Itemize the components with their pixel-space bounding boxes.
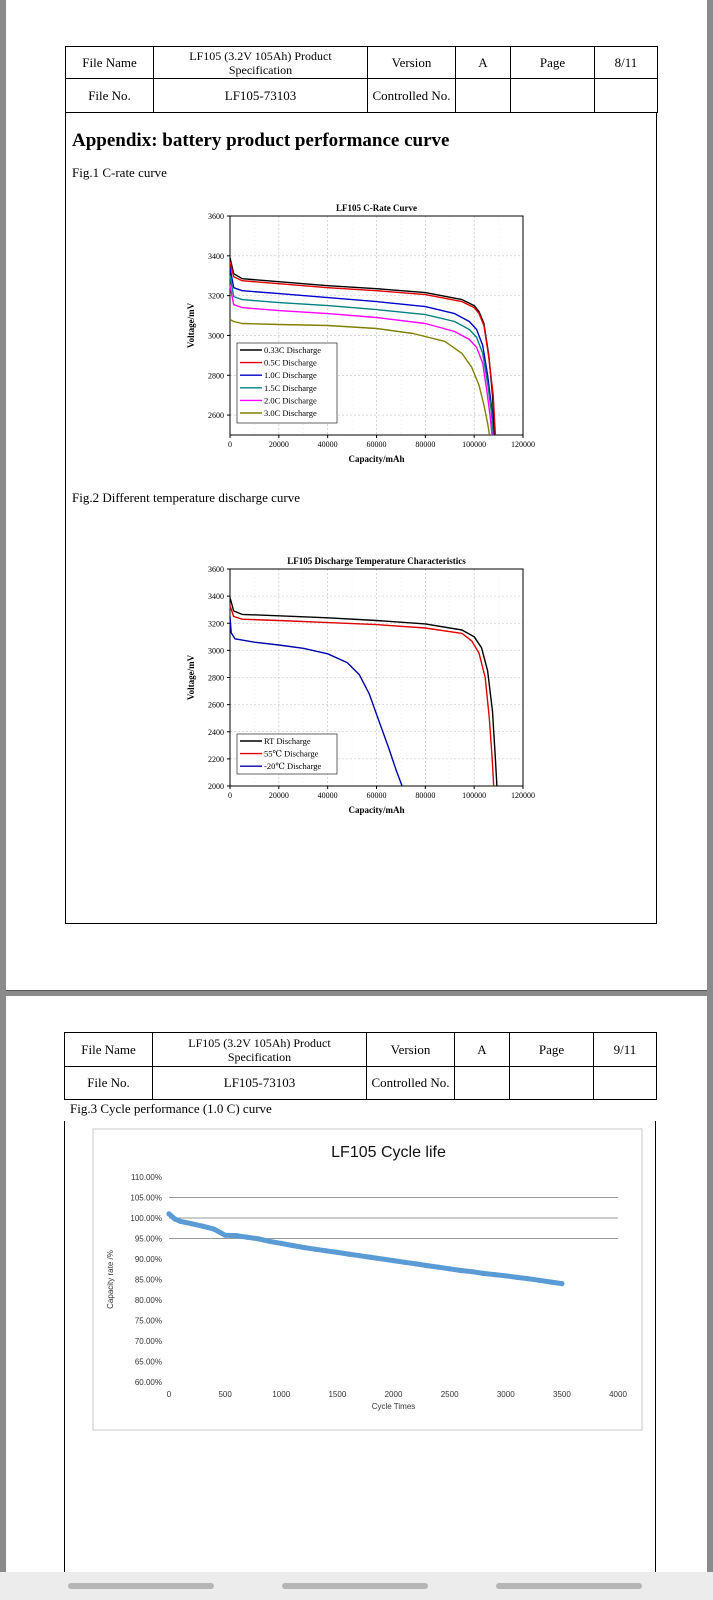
data-point bbox=[256, 1236, 261, 1241]
data-point bbox=[492, 1272, 497, 1277]
fig2-caption: Fig.2 Different temperature discharge curve bbox=[72, 490, 301, 505]
x-tick-label: 80000 bbox=[415, 440, 436, 449]
data-point bbox=[234, 1233, 239, 1238]
data-point bbox=[346, 1252, 351, 1257]
data-point bbox=[245, 1235, 250, 1240]
chart-title: LF105 Discharge Temperature Characteristics bbox=[287, 556, 466, 566]
version-value: A bbox=[455, 1033, 510, 1067]
y-tick-label: 3400 bbox=[208, 251, 224, 261]
chart-title: LF105 Cycle life bbox=[331, 1144, 446, 1161]
y-tick-label: 3200 bbox=[208, 619, 224, 629]
file-no-value: LF105-73103 bbox=[154, 79, 368, 113]
data-point bbox=[279, 1241, 284, 1246]
y-tick-label: 105.00% bbox=[130, 1193, 162, 1203]
data-point bbox=[436, 1265, 441, 1270]
data-point bbox=[357, 1253, 362, 1258]
fig1-caption: Fig.1 C-rate curve bbox=[72, 165, 167, 180]
data-point bbox=[290, 1243, 295, 1248]
legend-label: 0.5C Discharge bbox=[264, 357, 317, 368]
file-name-value: LF105 (3.2V 105Ah) Product Specification bbox=[154, 47, 368, 79]
x-tick-label: 20000 bbox=[268, 440, 289, 449]
legend-label: RT Discharge bbox=[264, 736, 311, 746]
y-tick-label: 2000 bbox=[208, 782, 224, 791]
data-point bbox=[481, 1271, 486, 1276]
y-tick-label: 3600 bbox=[208, 565, 224, 574]
temperature-chart bbox=[6, 0, 707, 990]
file-name-label: File Name bbox=[66, 47, 154, 79]
data-point bbox=[526, 1276, 531, 1281]
version-label: Version bbox=[368, 47, 456, 79]
data-point bbox=[335, 1250, 340, 1255]
data-point bbox=[211, 1227, 216, 1232]
y-tick-label: 65.00% bbox=[134, 1357, 162, 1367]
x-tick-label: 20000 bbox=[268, 791, 289, 800]
document-page-8 bbox=[6, 0, 707, 991]
legend-label: 3.0C Discharge bbox=[264, 408, 317, 418]
scroll-bar-area bbox=[0, 1572, 713, 1600]
controlled-no-label: Controlled No. bbox=[367, 1067, 455, 1100]
y-tick-label: 90.00% bbox=[134, 1255, 162, 1264]
data-point bbox=[503, 1273, 508, 1278]
y-axis-label: Voltage/mV bbox=[186, 654, 196, 701]
x-axis-label: Capacity/mAh bbox=[348, 805, 405, 815]
y-axis-label: Voltage/mV bbox=[186, 302, 196, 349]
data-point bbox=[369, 1255, 374, 1260]
page-label: Page bbox=[510, 1033, 594, 1067]
version-value: A bbox=[456, 47, 511, 79]
data-point bbox=[267, 1239, 272, 1244]
x-tick-label: 40000 bbox=[317, 440, 338, 449]
y-tick-label: 85.00% bbox=[134, 1275, 162, 1285]
x-tick-label: 120000 bbox=[511, 791, 535, 800]
y-tick-label: 2800 bbox=[208, 371, 224, 381]
fig3-caption: Fig.3 Cycle performance (1.0 C) curve bbox=[70, 1101, 272, 1116]
data-point bbox=[458, 1268, 463, 1273]
y-tick-label: 95.00% bbox=[134, 1234, 162, 1244]
scroll-indicator[interactable] bbox=[68, 1583, 214, 1589]
x-tick-label: 2000 bbox=[384, 1390, 403, 1399]
x-axis-label: Cycle Times bbox=[371, 1402, 416, 1411]
x-tick-label: 0 bbox=[166, 1390, 172, 1399]
x-tick-label: 3000 bbox=[496, 1390, 515, 1399]
y-tick-label: 2800 bbox=[208, 673, 224, 683]
page-number: 8/11 bbox=[595, 47, 658, 79]
y-tick-label: 75.00% bbox=[134, 1316, 162, 1326]
legend-label: 1.0C Discharge bbox=[264, 370, 317, 381]
y-tick-label: 110.00% bbox=[131, 1173, 162, 1182]
appendix-title: Appendix: battery product performance curve bbox=[72, 130, 450, 151]
data-point bbox=[537, 1278, 542, 1283]
x-tick-label: 1000 bbox=[272, 1390, 291, 1399]
document-page-9 bbox=[6, 996, 707, 1600]
scroll-indicator[interactable] bbox=[496, 1583, 642, 1589]
y-tick-label: 100.00% bbox=[130, 1214, 162, 1223]
y-tick-label: 3000 bbox=[208, 646, 224, 656]
data-point bbox=[425, 1263, 430, 1268]
x-axis-label: Capacity/mAh bbox=[348, 454, 405, 464]
y-tick-label: 2600 bbox=[208, 411, 224, 421]
x-tick-label: 3500 bbox=[552, 1390, 571, 1399]
scroll-indicator[interactable] bbox=[282, 1583, 428, 1589]
x-tick-label: 60000 bbox=[366, 791, 387, 800]
data-point bbox=[223, 1233, 228, 1238]
data-point bbox=[413, 1261, 418, 1266]
legend-label: 0.33C Discharge bbox=[264, 345, 321, 355]
data-point bbox=[172, 1216, 177, 1221]
data-point bbox=[514, 1275, 519, 1280]
file-no-value: LF105-73103 bbox=[153, 1067, 367, 1100]
version-label: Version bbox=[367, 1033, 455, 1067]
x-tick-label: 60000 bbox=[366, 440, 387, 449]
data-point bbox=[200, 1224, 205, 1229]
legend-label: -20℃ Discharge bbox=[264, 761, 322, 772]
y-tick-label: 3600 bbox=[208, 212, 224, 221]
x-tick-label: 120000 bbox=[511, 440, 535, 449]
legend-label: 2.0C Discharge bbox=[264, 395, 317, 406]
file-name-label: File Name bbox=[65, 1033, 153, 1067]
data-point bbox=[447, 1266, 452, 1271]
file-no-label: File No. bbox=[65, 1067, 153, 1100]
x-tick-label: 100000 bbox=[462, 791, 487, 800]
chart-frame bbox=[93, 1129, 642, 1430]
y-tick-label: 2400 bbox=[208, 727, 224, 737]
x-tick-label: 500 bbox=[218, 1390, 232, 1399]
y-tick-label: 2600 bbox=[208, 700, 224, 710]
controlled-no-label: Controlled No. bbox=[368, 79, 456, 113]
file-name-value: LF105 (3.2V 105Ah) Product Specification bbox=[153, 1033, 367, 1067]
legend-label: 1.5C Discharge bbox=[264, 382, 317, 393]
y-tick-label: 60.00% bbox=[134, 1378, 162, 1387]
data-point bbox=[391, 1258, 396, 1263]
data-point bbox=[548, 1279, 553, 1284]
x-tick-label: 0 bbox=[228, 791, 232, 800]
page-number: 9/11 bbox=[594, 1033, 657, 1067]
chart-title: LF105 C-Rate Curve bbox=[336, 203, 417, 213]
data-point bbox=[301, 1245, 306, 1250]
data-point bbox=[402, 1260, 407, 1265]
y-tick-label: 2200 bbox=[208, 754, 224, 764]
x-tick-label: 1500 bbox=[328, 1390, 347, 1399]
x-tick-label: 4000 bbox=[609, 1390, 627, 1399]
y-tick-label: 3000 bbox=[208, 331, 224, 341]
page-label: Page bbox=[511, 47, 595, 79]
y-tick-label: 3200 bbox=[208, 291, 224, 301]
legend-label: 55℃ Discharge bbox=[264, 748, 319, 759]
y-tick-label: 70.00% bbox=[134, 1337, 162, 1346]
x-tick-label: 100000 bbox=[462, 440, 487, 449]
x-tick-label: 0 bbox=[228, 440, 232, 449]
file-no-label: File No. bbox=[66, 79, 154, 113]
data-point bbox=[470, 1269, 475, 1274]
data-point bbox=[312, 1247, 317, 1252]
data-point bbox=[380, 1256, 385, 1261]
y-tick-label: 3400 bbox=[208, 592, 224, 602]
y-axis-label: Capacity rate /% bbox=[106, 1250, 115, 1309]
data-point bbox=[559, 1281, 564, 1286]
x-tick-label: 2500 bbox=[440, 1390, 459, 1399]
y-tick-label: 80.00% bbox=[134, 1296, 162, 1305]
data-point bbox=[189, 1221, 194, 1226]
data-point bbox=[166, 1211, 171, 1216]
x-tick-label: 80000 bbox=[415, 791, 436, 800]
x-tick-label: 40000 bbox=[317, 791, 338, 800]
data-point bbox=[324, 1248, 329, 1253]
data-point bbox=[178, 1219, 183, 1224]
cycle-life-chart bbox=[6, 996, 707, 1600]
